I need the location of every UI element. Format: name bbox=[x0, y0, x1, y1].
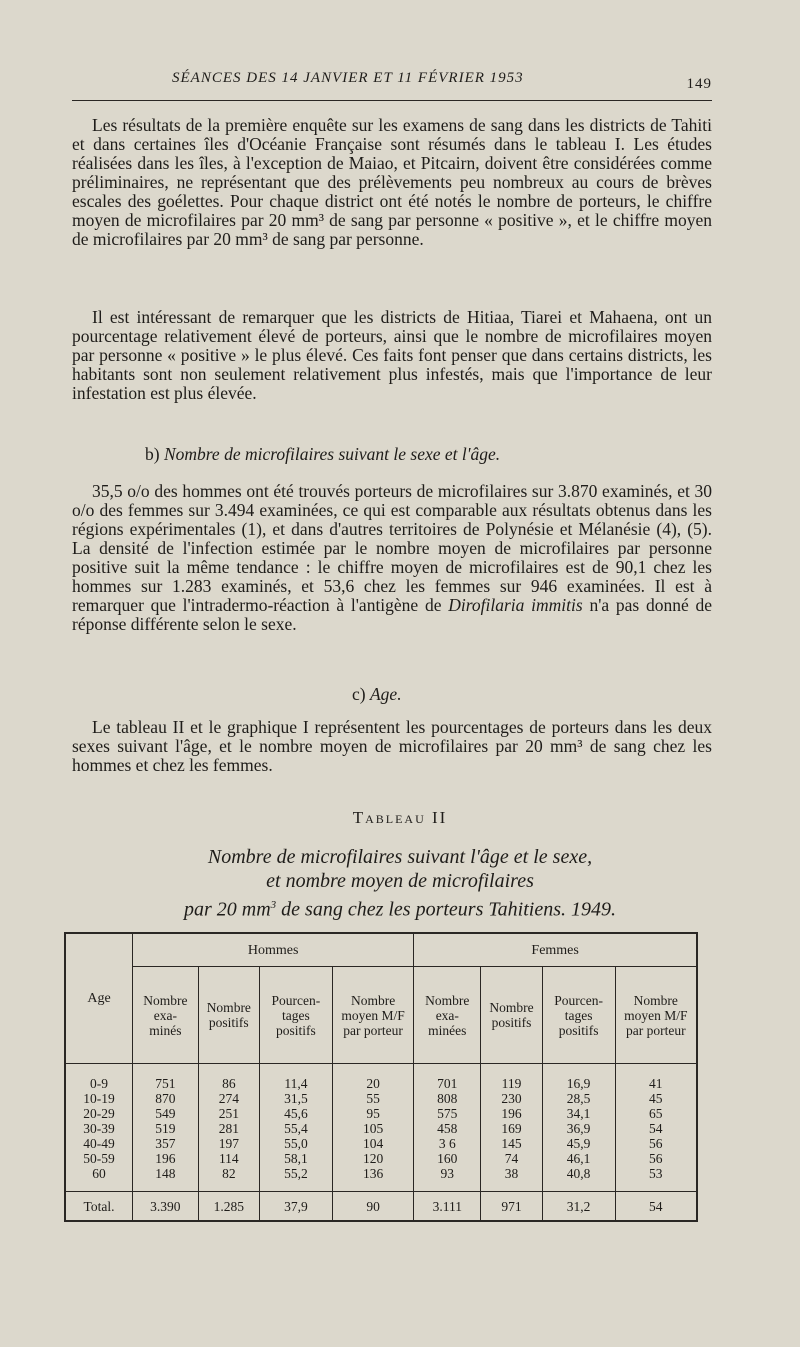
table-cell: 169 bbox=[501, 1121, 522, 1136]
table-cell: 95 bbox=[366, 1106, 380, 1121]
table-cell: 119 bbox=[501, 1076, 522, 1091]
table-cell: 104 bbox=[362, 1136, 384, 1151]
header-femmes-positifs: Nombre positifs bbox=[481, 967, 542, 1064]
section-b-label: b) bbox=[145, 444, 160, 464]
table-cell: 145 bbox=[501, 1136, 522, 1151]
section-b-heading bbox=[145, 444, 500, 465]
table-cell: 58,1 bbox=[284, 1151, 308, 1166]
col-femmes-examinees bbox=[414, 1064, 481, 1192]
table-cell: 45 bbox=[649, 1091, 663, 1106]
table-cell: 53 bbox=[649, 1166, 663, 1181]
table-cell: 40,8 bbox=[566, 1166, 591, 1181]
table-cell: 148 bbox=[155, 1166, 176, 1181]
table-cell: 160 bbox=[437, 1151, 458, 1166]
table-body-row bbox=[65, 1064, 697, 1192]
table-cell: 230 bbox=[501, 1091, 522, 1106]
table-cell: 0-9 bbox=[90, 1076, 108, 1091]
section-b-title: Nombre de microfilaires suivant le sexe et l'âge. bbox=[163, 444, 501, 464]
table-cell: 31,5 bbox=[284, 1091, 308, 1106]
table-cell: 196 bbox=[501, 1106, 522, 1121]
header-femmes-examinees: Nombre exa- minées bbox=[414, 967, 481, 1064]
total-femmes-pourcentages: 31,2 bbox=[542, 1192, 615, 1222]
table-cell: 251 bbox=[218, 1106, 239, 1121]
table-cell: 701 bbox=[437, 1076, 458, 1091]
caption-line-3-pre: par 20 mm bbox=[184, 898, 271, 921]
table-cell: 10-19 bbox=[83, 1091, 115, 1106]
table-cell: 45,6 bbox=[284, 1106, 308, 1121]
table-cell: 56 bbox=[649, 1151, 663, 1166]
table-cell: 281 bbox=[218, 1121, 239, 1136]
total-hommes-pourcentages: 37,9 bbox=[259, 1192, 332, 1222]
col-hommes-pourcentages bbox=[259, 1064, 332, 1192]
total-femmes-moyen: 54 bbox=[615, 1192, 697, 1222]
header-hommes-examines: Nombre exa- minés bbox=[133, 967, 199, 1064]
table-cell: 40-49 bbox=[83, 1136, 115, 1151]
col-femmes-moyen bbox=[615, 1064, 697, 1192]
table-cell: 36,9 bbox=[566, 1121, 591, 1136]
table-cell: 870 bbox=[155, 1091, 176, 1106]
header-hommes-moyen: Nombre moyen M/F par porteur bbox=[332, 967, 413, 1064]
section-c-heading bbox=[352, 684, 402, 705]
table-cell: 549 bbox=[155, 1106, 176, 1121]
table-cell: 11,4 bbox=[284, 1076, 308, 1091]
table-cell: 197 bbox=[218, 1136, 239, 1151]
total-hommes-positifs: 1.285 bbox=[198, 1192, 259, 1222]
table-cell: 38 bbox=[504, 1166, 519, 1181]
total-label: Total. bbox=[65, 1192, 133, 1222]
col-femmes-pourcentages bbox=[542, 1064, 615, 1192]
section-c-title: Age. bbox=[369, 684, 402, 704]
table-cell: 808 bbox=[437, 1091, 458, 1106]
paragraph-2: Il est intéressant de remarquer que les districts de Hitiaa, Tiarei et Mahaena, ont un pourcentage relativement élevé de porteurs, ainsi que le nombre de microfilaires moyen par personne « positive » le plus élevé. Ces faits font penser que dans certains districts, les habitants sont non seulement relativement plus infestés, mais que l'importance de leur infestation est plus élevée. bbox=[72, 307, 712, 403]
header-hommes-pourcentages: Pourcen- tages positifs bbox=[259, 967, 332, 1064]
header-rule bbox=[72, 100, 712, 101]
table-cell: 20-29 bbox=[83, 1106, 115, 1121]
table-cell: 16,9 bbox=[566, 1076, 591, 1091]
table-cell: 93 bbox=[440, 1166, 455, 1181]
col-age bbox=[65, 1064, 133, 1192]
table-cell: 60 bbox=[92, 1166, 106, 1181]
page-number: 149 bbox=[686, 76, 712, 92]
table-title: Tableau II bbox=[352, 808, 448, 827]
col-hommes-moyen bbox=[332, 1064, 413, 1192]
section-b-italic-term: Dirofilaria immitis bbox=[448, 595, 583, 615]
header-femmes: Femmes bbox=[414, 933, 697, 967]
table-cell: 120 bbox=[362, 1151, 384, 1166]
table-cell: 55,2 bbox=[284, 1166, 308, 1181]
caption-line-2: et nombre moyen de microfilaires bbox=[266, 870, 534, 892]
col-femmes-positifs bbox=[481, 1064, 542, 1192]
paragraph-1: Les résultats de la première enquête sur les examens de sang dans les districts de Tahiti et dans certaines îles d'Océanie Française sont résumés dans le tableau I. Les études réalisées dans les îles, à l'exception de Maiao, et Pitcairn, doivent être considérées comme préliminaires, ne représentant que des prélèvements peu nombreux au cours de brèves escales des goélettes. Pour chaque district ont été notés le nombre de porteurs, le chiffre moyen de microfilaires par 20 mm³ de sang par personne « positive », et le chiffre moyen de microfilaires par 20 mm³ de sang par personne. bbox=[72, 115, 712, 249]
table-cell: 55,4 bbox=[284, 1121, 308, 1136]
table-cell: 519 bbox=[155, 1121, 176, 1136]
table-cell: 56 bbox=[649, 1136, 663, 1151]
caption-superscript: 3 bbox=[270, 899, 277, 911]
table-cell: 30-39 bbox=[83, 1121, 115, 1136]
header-femmes-moyen: Nombre moyen M/F par porteur bbox=[615, 967, 697, 1064]
header-age: Age bbox=[65, 933, 133, 1064]
caption-line-3-post: de sang chez les porteurs Tahitiens. 1949. bbox=[276, 898, 616, 921]
section-c-label: c) bbox=[352, 684, 366, 704]
total-femmes-positifs: 971 bbox=[481, 1192, 542, 1222]
table-cell: 55,0 bbox=[284, 1136, 308, 1151]
table-cell: 86 bbox=[222, 1076, 236, 1091]
table-cell: 114 bbox=[218, 1151, 239, 1166]
running-title: SÉANCES DES 14 JANVIER ET 11 FÉVRIER 1953 bbox=[172, 70, 524, 86]
table-cell: 458 bbox=[437, 1121, 458, 1136]
total-hommes-examines: 3.390 bbox=[133, 1192, 199, 1222]
section-b-text-1: 35,5 o/o des hommes ont été trouvés porteurs de microfilaires sur 3.870 examinés, et 30 o/o des femmes sur 3.494 examinées, ce qui est comparable aux résultats obtenus dans les régions expérimentales (1), et dans d'autres territoires de Polynésie et Mélanésie (4), (5). La densité de l'infection estimée par le nombre moyen de microfilaires par personne positive suit la même tendance : le chiffre moyen de microfilaires est de 90,1 chez les hommes sur 1.283 examinés, et 53,6 chez les femmes sur 946 examinées. Il est à remarquer que l'intradermo-réaction à l'antigène de bbox=[72, 481, 712, 615]
table-cell: 46,1 bbox=[566, 1151, 591, 1166]
table-ii bbox=[64, 932, 698, 1222]
table-cell: 82 bbox=[222, 1166, 236, 1181]
table-total-row bbox=[65, 1192, 697, 1222]
table-cell: 575 bbox=[437, 1106, 458, 1121]
header-hommes-positifs: Nombre positifs bbox=[198, 967, 259, 1064]
total-hommes-moyen: 90 bbox=[332, 1192, 413, 1222]
table-cell: 65 bbox=[649, 1106, 663, 1121]
table-cell: 196 bbox=[155, 1151, 176, 1166]
table-cell: 3 6 bbox=[438, 1136, 456, 1151]
table-cell: 74 bbox=[504, 1151, 519, 1166]
table-cell: 50-59 bbox=[83, 1151, 115, 1166]
header-femmes-pourcentages: Pourcen- tages positifs bbox=[542, 967, 615, 1064]
caption-line-1: Nombre de microfilaires suivant l'âge et le sexe, bbox=[207, 846, 593, 868]
table-cell: 105 bbox=[362, 1121, 384, 1136]
table-cell: 20 bbox=[366, 1076, 380, 1091]
table-cell: 55 bbox=[366, 1091, 380, 1106]
col-hommes-examines bbox=[133, 1064, 199, 1192]
caption-line-3 bbox=[80, 893, 720, 922]
header-hommes: Hommes bbox=[133, 933, 414, 967]
table-cell: 751 bbox=[155, 1076, 176, 1091]
table-cell: 41 bbox=[649, 1076, 663, 1091]
table-cell: 28,5 bbox=[566, 1091, 591, 1106]
table-cell: 274 bbox=[218, 1091, 239, 1106]
table-cell: 136 bbox=[362, 1166, 384, 1181]
paragraph-section-c: Le tableau II et le graphique I représentent les pourcentages de porteurs dans les deux sexes suivant l'âge, et le nombre moyen de microfilaires par 20 mm³ de sang chez les hommes et chez les femmes. bbox=[72, 717, 712, 775]
table-cell: 34,1 bbox=[566, 1106, 591, 1121]
table-cell: 54 bbox=[649, 1121, 663, 1136]
section-b-text-2: n'a pas donné de réponse différente selon le sexe. bbox=[72, 595, 713, 634]
table-cell: 357 bbox=[155, 1136, 176, 1151]
paragraph-section-b bbox=[72, 482, 712, 634]
table-cell: 45,9 bbox=[566, 1136, 591, 1151]
total-femmes-examinees: 3.111 bbox=[414, 1192, 481, 1222]
table-caption bbox=[80, 845, 720, 922]
col-hommes-positifs bbox=[198, 1064, 259, 1192]
